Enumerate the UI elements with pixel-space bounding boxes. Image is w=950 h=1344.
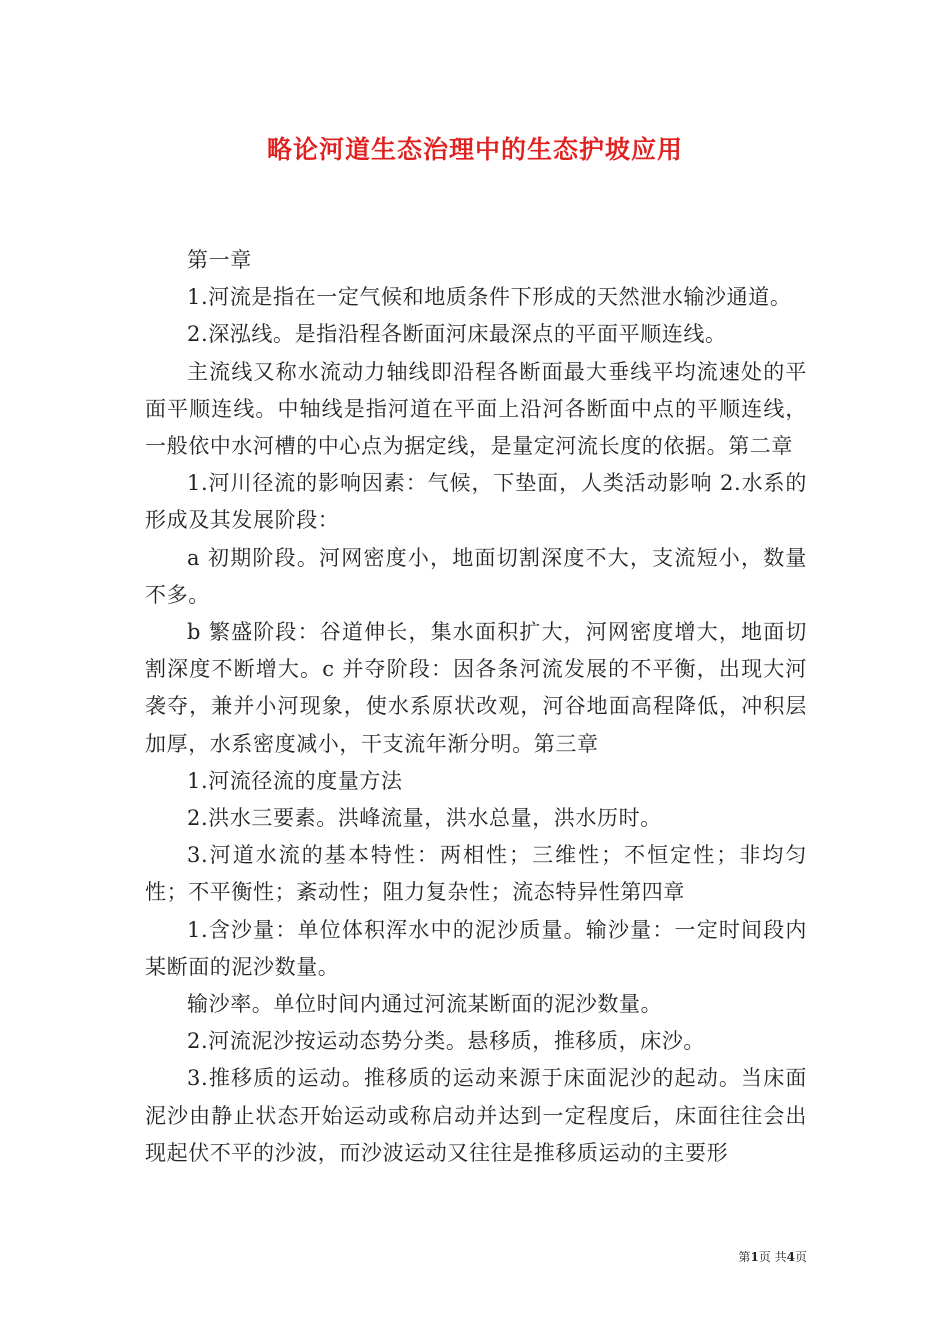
paragraph: 主流线又称水流动力轴线即沿程各断面最大垂线平均流速处的平面平顺连线。中轴线是指河道在平面上沿河各断面中点的平顺连线，一般依中水河槽的中心点为据定线，是量定河流长度的依据。第二章 <box>145 359 807 459</box>
paragraph: 3.推移质的运动。推移质的运动来源于床面泥沙的起动。当床面泥沙由静止状态开始运动或称启动并达到一定程度后，床面往往会出现起伏不平的沙波，而沙波运动又往往是推移质运动的主要形 <box>145 1066 807 1165</box>
page-footer <box>738 1248 807 1265</box>
footer-suffix: 页 <box>794 1250 807 1264</box>
paragraph: 1.河川径流的影响因素：气候，下垫面，人类活动影响 2.水系的形成及其发展阶段： <box>145 471 807 533</box>
paragraph: 1.含沙量：单位体积浑水中的泥沙质量。输沙量：一定时间段内某断面的泥沙数量。 <box>145 917 807 979</box>
paragraph: a 初期阶段。河网密度小，地面切割深度不大，支流短小，数量不多。 <box>145 545 807 607</box>
paragraph: 3.河道水流的基本特性：两相性；三维性；不恒定性；非均匀性；不平衡性；紊动性；阻力复杂性；流态特异性第四章 <box>145 843 807 905</box>
paragraph: 第一章 <box>187 248 252 272</box>
paragraph: 2.深泓线。是指沿程各断面河床最深点的平面平顺连线。 <box>187 322 727 347</box>
page-title: 略论河道生态治理中的生态护坡应用 <box>266 135 683 164</box>
footer-middle: 页 共 <box>758 1250 787 1264</box>
paragraph: 输沙率。单位时间内通过河流某断面的泥沙数量。 <box>187 992 663 1017</box>
paragraph: 2.洪水三要素。洪峰流量，洪水总量，洪水历时。 <box>187 806 662 831</box>
paragraph: 1.河流径流的度量方法 <box>187 768 403 793</box>
paragraph: 2.河流泥沙按运动态势分类。悬移质，推移质，床沙。 <box>187 1029 706 1054</box>
footer-page-number: 1 <box>750 1250 759 1264</box>
footer-prefix: 第 <box>738 1250 751 1264</box>
footer-total-pages: 4 <box>786 1250 795 1264</box>
paragraph: b 繁盛阶段：谷道伸长，集水面积扩大，河网密度增大，地面切割深度不断增大。c 并夺阶段：因各条河流发展的不平衡，出现大河袭夺，兼并小河现象，使水系原状改观，河谷地面高程降低，冲积层加厚，水系密度减小，干支流年渐分明。第三章 <box>145 620 807 756</box>
paragraph: 1.河流是指在一定气候和地质条件下形成的天然泄水输沙通道。 <box>187 285 792 310</box>
document-body <box>145 242 807 1172</box>
